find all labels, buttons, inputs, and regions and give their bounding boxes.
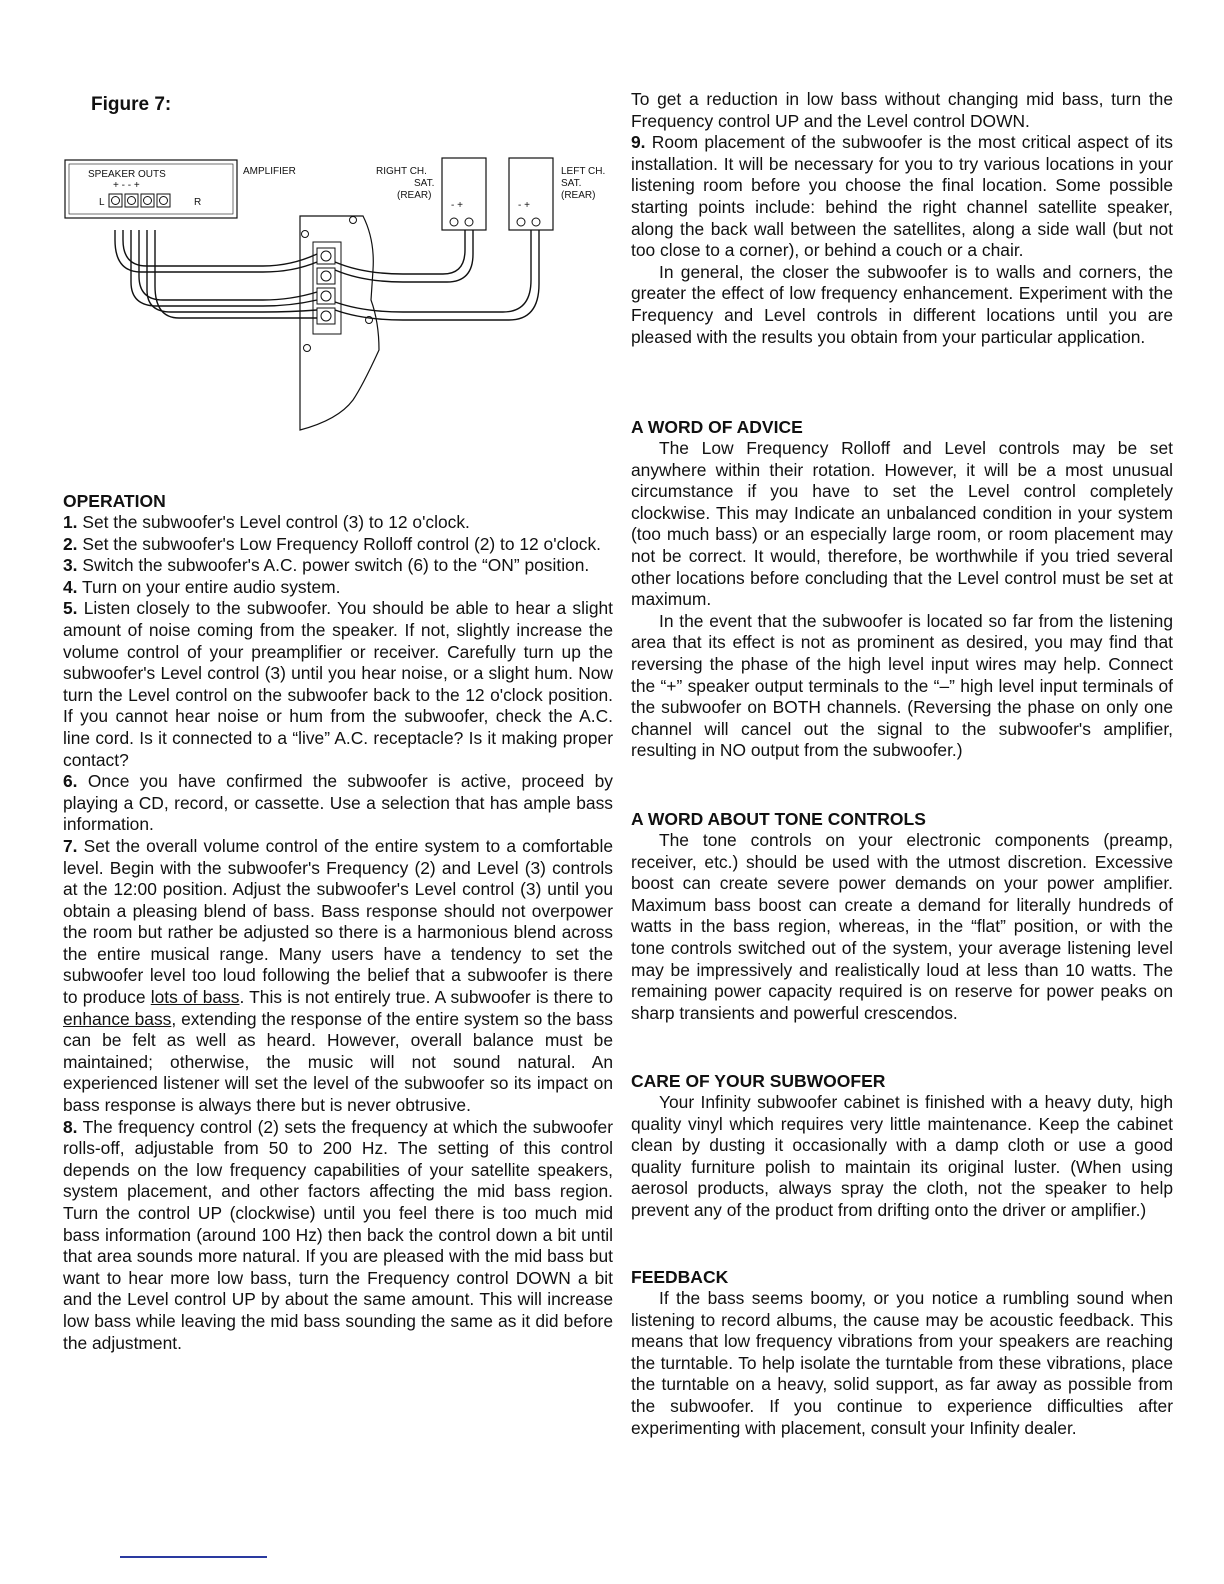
left-rear-label: (REAR) [561,190,596,201]
op-item-5: 5. Listen closely to the subwoofer. You should be able to hear a slight amount of noise coming from the speaker. If not, slightly increase the volume control of your preamplifier or receiver. Carefully turn up the subwoofer's Level control (3) until you hear noise, or a slight hum. Now turn the Level control on the subwoofer back to the 12 o'clock position. If you cannot hear noise or hum from the subwoofer, check the A.C. line cord. Is it connected to a “live” A.C. receptacle? Is it making proper contact? [63,598,613,770]
advice-heading: A WORD OF ADVICE [631,417,803,437]
figure-title: Figure 7: [91,94,172,115]
care-paragraph: Your Infinity subwoofer cabinet is finished with a heavy duty, high quality vinyl which requires very little maintenance. Keep the cabinet clean by dusting it occasionally with a damp cloth or use a good quality furniture polish to maintain its original luster. (When using aerosol products, always spray the cloth, not the speaker to help prevent any of the product from drifting onto the driver or amplifier.) [631,1092,1173,1220]
tone-section [631,808,1173,1024]
feedback-paragraph: If the bass seems boomy, or you notice a rumbling sound when listening to record albums, the cause may be acoustic feedback. This means that low frequency vibrations from your speakers are reaching the turntable. To help isolate the turntable from these vibrations, place the turntable on a heavy, solid support, as far away as possible from the subwoofer. If you continue to experience difficulties after experimenting with placement, consult your Infinity dealer. [631,1288,1173,1438]
feedback-heading: FEEDBACK [631,1267,729,1287]
left-sat-polarity: - + [518,200,530,211]
underlined-lots-of-bass: lots of bass [150,987,240,1008]
l-label: L [99,197,105,208]
amp-terminals [109,194,170,207]
amplifier-label: AMPLIFIER [243,166,296,177]
tone-heading: A WORD ABOUT TONE CONTROLS [631,809,926,829]
speaker-wires [115,230,539,320]
operation-section [63,490,613,1354]
intro-paragraph: To get a reduction in low bass without changing mid bass, turn the Frequency control UP and the Level control DOWN. [631,89,1173,131]
item-9: 9. Room placement of the subwoofer is the most critical aspect of its installation. It will be necessary for you to try various locations in your listening room before you choose the final location. Some possible starting points include: behind the right channel satellite speaker, along the back wall between the satellites, along a side wall (but not too close to a corner), or behind a couch or a chair. [631,132,1173,261]
operation-heading: OPERATION [63,491,166,511]
wiring-diagram [63,150,623,440]
op-item-8: 8. The frequency control (2) sets the frequency at which the subwoofer rolls-off, adjustable from 50 to 200 Hz. The setting of this control depends on the low frequency capabilities of your satellite speakers, system placement, and other factors affecting the mid bass region. Turn the control UP (clockwise) until you feel there is too much mid bass information (around 100 Hz) then back the control down a bit until that area sounds more natural. If you are pleased with the mid bass but want to hear more low bass, turn the Frequency control DOWN a bit and the Level control UP by about the same amount. This will increase low bass while leaving the mid bass sounding the same as it did before the adjustment. [63,1116,613,1353]
advice-paragraph-1: The Low Frequency Rolloff and Level controls may be set anywhere within their rotation. However, it will be a most unusual circumstance if you have to set the Level control completely clockwise. This may Indicate an unbalanced condition in your system (too much bass) or an especially large room, or room placement may not be correct. It would, therefore, be worthwhile if you tried several other locations before concluding that the Level control must be set at maximum. [631,438,1173,610]
right-rear-label: (REAR) [397,190,432,201]
speaker-outs-label: SPEAKER OUTS [88,169,166,180]
polarity-label: + - - + [113,180,140,191]
r-label: R [194,197,202,208]
right-top-section [631,89,1173,348]
left-sat-label: SAT. [561,178,582,189]
left-ch-label: LEFT CH. [561,166,606,177]
wiring-diagram-svg [63,150,623,440]
right-sat-label: SAT. [414,178,435,189]
footer-rule [120,1556,267,1558]
advice-section [631,416,1173,762]
op-item-2: 2. Set the subwoofer's Low Frequency Rolloff control (2) to 12 o'clock. [63,533,601,554]
right-satellite-box [442,158,486,230]
op-item-1: 1. Set the subwoofer's Level control (3) to 12 o'clock. [63,512,470,532]
underlined-enhance-bass: enhance bass [63,1008,172,1029]
op-item-3: 3. Switch the subwoofer's A.C. power switch (6) to the “ON” position. [63,555,590,576]
advice-paragraph-2: In the event that the subwoofer is located so far from the listening area that its effect is not as prominent as desired, you may find that reversing the phase of the high level input wires may help. Connect the “+” speaker output terminals to the “–” high level input terminals of the subwoofer on BOTH channels. (Reversing the phase on only one channel will cancel out the signal to the subwoofer's amplifier, resulting in NO output from the subwoofer.) [631,610,1173,761]
subwoofer-terminals [317,248,335,324]
left-satellite-box [509,158,553,230]
right-ch-label: RIGHT CH. [376,166,427,177]
care-heading: CARE OF YOUR SUBWOOFER [631,1071,886,1091]
right-sat-polarity: - + [451,200,463,211]
op-item-6: 6. Once you have confirmed the subwoofer is active, proceed by playing a CD, record, or cassette. Use a selection that has ample bass information. [63,771,613,835]
op-item-7: 7. Set the overall volume control of the entire system to a comfortable level. Begin with the subwoofer's Frequency (2) and Level (3) controls at the 12:00 position. Adjust the subwoofer's Level control (3) until you obtain a pleasing blend of bass. Bass response should not overpower the room but rather be adjusted so there is a harmonious blend across the entire musical range. Many users have a tendency to set the subwoofer level too loud following the belief that a subwoofer is there to produce lots of bass. This is not entirely true. A subwoofer is there to enhance bass, extending the response of the entire system so the bass can be felt as well as heard. However, overall balance must be maintained; otherwise, the music will not sound natural. An experienced listener will set the level of the subwoofer so its impact on bass response is always there but is never obtrusive. [63,835,614,1116]
general-paragraph: In general, the closer the subwoofer is to walls and corners, the greater the effect of low frequency enhancement. Experiment with the Frequency and Level controls in different locations until you are pleased with the results you obtain from your particular application. [631,261,1173,347]
care-section [631,1070,1173,1222]
tone-paragraph: The tone controls on your electronic components (preamp, receiver, etc.) should be used with the utmost discretion. Excessive boost can create severe power demands on your power amplifier. Maximum bass boost can create a demand for literally hundreds of watts in the bass region, whereas, in the “flat” position, or with the tone controls switched out of the system, your average listening level may be impressively and realistically loud at less than 10 watts. The remaining power capacity required is on reserve for power peaks on sharp transients and powerful crescendos. [631,830,1173,1023]
feedback-section [631,1266,1173,1439]
op-item-4: 4. Turn on your entire audio system. [63,576,341,597]
